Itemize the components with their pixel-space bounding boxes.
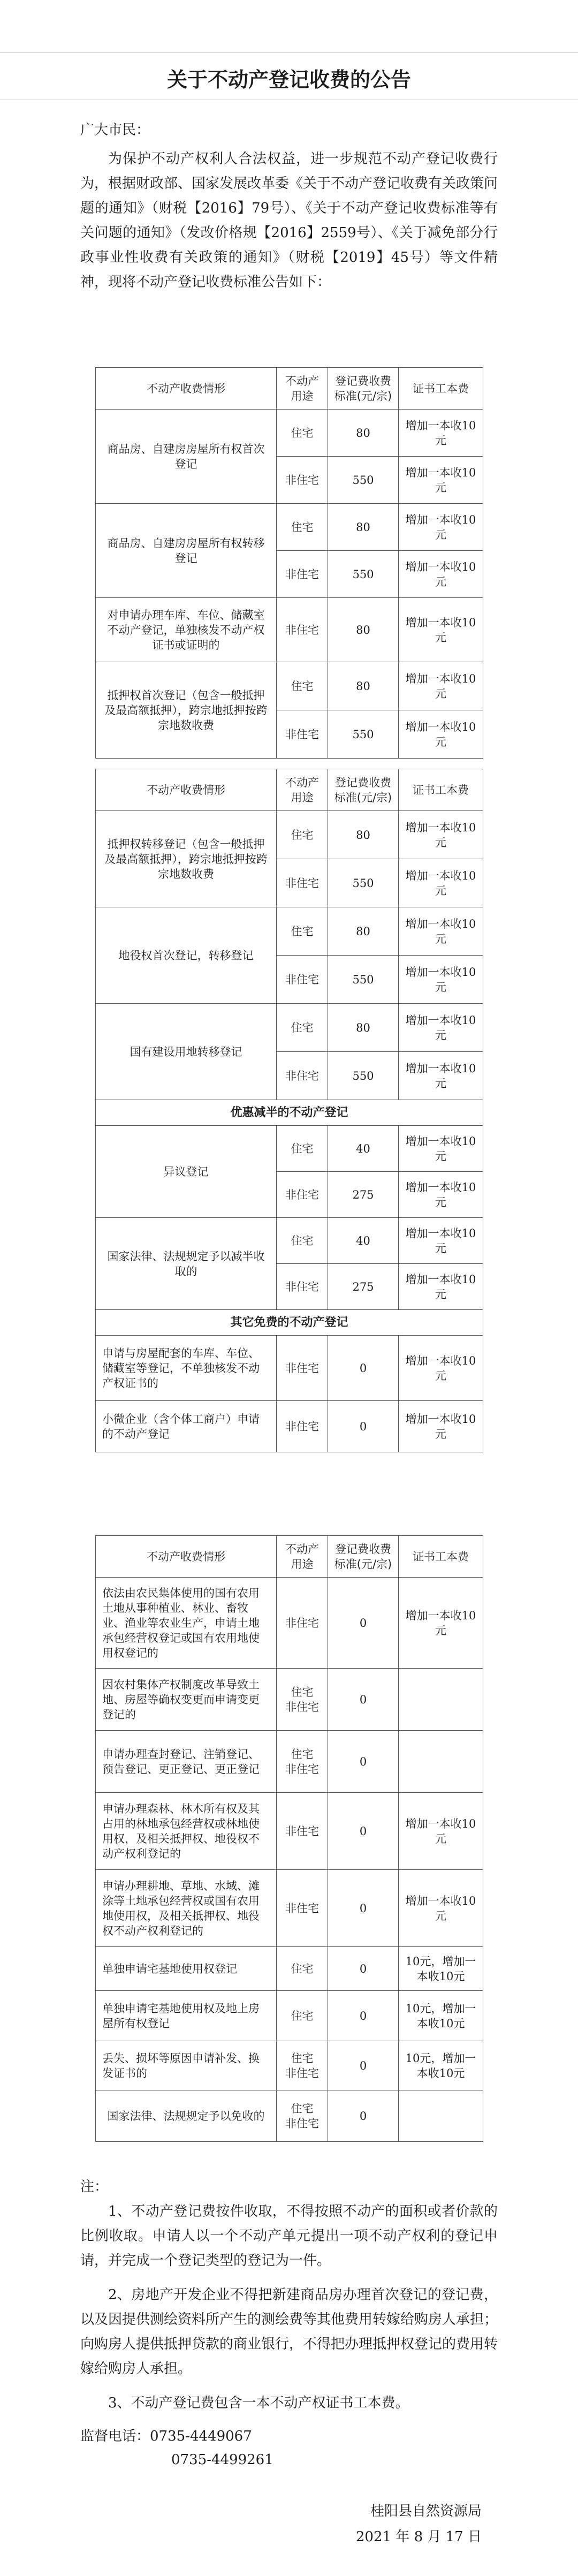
header-use: 不动产用途 xyxy=(277,1536,328,1578)
salutation: 广大市民： xyxy=(80,122,150,138)
use-cell: 非住宅 xyxy=(277,457,328,504)
use-cell: 住宅 xyxy=(277,1991,328,2041)
header-fee: 登记费收费标准(元/宗) xyxy=(328,769,399,811)
use-cell: 非住宅 xyxy=(277,551,328,598)
use-cell: 住宅 xyxy=(277,1004,328,1052)
row-desc: 国家法律、法规规定予以免收的 xyxy=(96,2090,277,2142)
table-row xyxy=(96,1669,483,1731)
cert-cell: 增加一本收10元 xyxy=(399,598,483,662)
row-desc: 因农村集体产权制度改革导致土地、房屋等确权变更而申请变更登记的 xyxy=(96,1669,277,1731)
fee-cell: 0 xyxy=(328,1578,399,1669)
cert-cell xyxy=(399,2090,483,2142)
supervision-phone-1: 0735-4449067 xyxy=(150,2428,252,2444)
cert-cell: 10元，增加一本收10元 xyxy=(399,1991,483,2041)
use-cell: 非住宅 xyxy=(277,1870,328,1947)
fee-cell: 0 xyxy=(328,1793,399,1870)
cert-cell: 增加一本收10元 xyxy=(399,1052,483,1100)
header-cert: 证书工本费 xyxy=(399,769,483,811)
cert-cell: 增加一本收10元 xyxy=(399,1218,483,1264)
cert-cell xyxy=(399,1731,483,1793)
use-cell: 住宅 xyxy=(277,662,328,710)
fee-cell: 0 xyxy=(328,1991,399,2041)
table-row xyxy=(96,410,483,457)
row-desc: 申请办理查封登记、注销登记、预告登记、更正登记、更正登记 xyxy=(96,1731,277,1793)
header-use: 不动产用途 xyxy=(277,769,328,811)
row-desc: 国有建设用地转移登记 xyxy=(96,1004,277,1100)
header-fee: 登记费收费标准(元/宗) xyxy=(328,368,399,410)
cert-cell: 增加一本收10元 xyxy=(399,662,483,710)
table-row xyxy=(96,1578,483,1669)
header-type: 不动产收费情形 xyxy=(96,769,277,811)
fee-cell: 550 xyxy=(328,457,399,504)
use-cell: 住宅 xyxy=(277,1218,328,1264)
cert-cell: 增加一本收10元 xyxy=(399,1004,483,1052)
cert-cell: 增加一本收10元 xyxy=(399,859,483,907)
supervision-line-1 xyxy=(80,2425,252,2445)
fee-cell: 80 xyxy=(328,598,399,662)
top-rule xyxy=(0,52,578,53)
fee-cell: 275 xyxy=(328,1264,399,1310)
use-cell: 住宅 xyxy=(277,504,328,551)
signature-org: 桂阳县自然资源局 xyxy=(370,2503,482,2519)
notes-heading: 注： xyxy=(80,2179,109,2195)
cert-cell: 增加一本收10元 xyxy=(399,1578,483,1669)
use-line: 非住宅 xyxy=(285,1700,319,1714)
table-row xyxy=(96,1731,483,1793)
supervision-phone-2: 0735-4499261 xyxy=(171,2452,273,2468)
section-free: 其它免费的不动产登记 xyxy=(96,1310,483,1336)
use-line: 非住宅 xyxy=(285,2066,319,2080)
use-line: 非住宅 xyxy=(285,2117,319,2130)
use-line: 住宅 xyxy=(291,2102,314,2115)
fee-cell: 0 xyxy=(328,1947,399,1991)
use-cell: 住宅 xyxy=(277,1947,328,1991)
page-title: 关于不动产登记收费的公告 xyxy=(166,68,411,92)
row-desc: 商品房、自建房房屋所有权首次登记 xyxy=(96,410,277,504)
cert-cell: 增加一本收10元 xyxy=(399,1126,483,1172)
use-cell: 非住宅 xyxy=(277,710,328,759)
fee-cell: 275 xyxy=(328,1172,399,1218)
fee-cell: 40 xyxy=(328,1218,399,1264)
note-item: 3、不动产登记费包含一本不动产权证书工本费。 xyxy=(108,2395,409,2411)
row-desc: 对申请办理车库、车位、储藏室不动产登记，单独核发不动产权证书或证明的 xyxy=(96,598,277,662)
table-row xyxy=(96,1004,483,1052)
use-cell: 非住宅 xyxy=(277,1793,328,1870)
row-desc: 异议登记 xyxy=(96,1126,277,1218)
row-desc: 抵押权首次登记（包含一般抵押及最高额抵押），跨宗地抵押按跨宗地数收费 xyxy=(96,662,277,759)
table-row xyxy=(96,662,483,710)
cert-cell: 增加一本收10元 xyxy=(399,1336,483,1401)
intro-paragraph: 为保护不动产权利人合法权益，进一步规范不动产登记收费行为，根据财政部、国家发展改革委《关于不动产登记收费有关政策问题的通知》（财税【2016】79号）、《关于不动产登记收费标准等有关问题的通知》（发改价格规【2016】2559号）、《关于减免部分行政事业性收费有关政策的通知》（财税【2019】45号）等文件精神，现将不动产登记收费标准公告如下： xyxy=(80,151,498,290)
use-cell: 住宅 xyxy=(277,811,328,859)
table-row xyxy=(96,1947,483,1991)
cert-cell: 增加一本收10元 xyxy=(399,1793,483,1870)
use-cell: 住宅 xyxy=(277,907,328,956)
note-item: 1、不动产登记费按件收取，不得按照不动产的面积或者价款的比例收取。申请人以一个不动产单元提出一项不动产权利的登记申请，并完成一个登记类型的登记为一件。 xyxy=(80,2203,498,2269)
use-line: 住宅 xyxy=(291,2051,314,2065)
section-discount: 优惠减半的不动产登记 xyxy=(96,1100,483,1126)
fee-cell: 0 xyxy=(328,1336,399,1401)
cert-cell: 增加一本收10元 xyxy=(399,410,483,457)
header-type: 不动产收费情形 xyxy=(96,368,277,410)
signature-date: 2021 年 8 月 17 日 xyxy=(355,2529,482,2545)
use-cell: 非住宅 xyxy=(277,1401,328,1452)
section-row xyxy=(96,1310,483,1336)
supervision-label: 监督电话： xyxy=(80,2428,150,2444)
table-row xyxy=(96,598,483,662)
table-row xyxy=(96,1793,483,1870)
use-cell xyxy=(277,2090,328,2142)
use-cell: 非住宅 xyxy=(277,1052,328,1100)
use-cell: 非住宅 xyxy=(277,1264,328,1310)
fee-cell: 0 xyxy=(328,2090,399,2142)
fee-cell: 80 xyxy=(328,662,399,710)
header-type: 不动产收费情形 xyxy=(96,1536,277,1578)
row-desc: 单独申请宅基地使用权及地上房屋所有权登记 xyxy=(96,1991,277,2041)
row-desc: 申请办理森林、林木所有权及其占用的林地承包经营权或林地使用权，及相关抵押权、地役权不动产权利登记的 xyxy=(96,1793,277,1870)
fee-cell: 0 xyxy=(328,1731,399,1793)
section-row xyxy=(96,1100,483,1126)
fee-cell: 550 xyxy=(328,956,399,1004)
cert-cell xyxy=(399,1669,483,1731)
header-cert: 证书工本费 xyxy=(399,1536,483,1578)
table-row xyxy=(96,1401,483,1452)
use-line: 住宅 xyxy=(291,1685,314,1699)
table-row xyxy=(96,907,483,956)
table-row xyxy=(96,1991,483,2041)
fee-cell: 550 xyxy=(328,710,399,759)
use-cell xyxy=(277,1731,328,1793)
table-row xyxy=(96,1336,483,1401)
fee-cell: 40 xyxy=(328,1126,399,1172)
fee-cell: 550 xyxy=(328,551,399,598)
fee-cell: 80 xyxy=(328,907,399,956)
cert-cell: 增加一本收10元 xyxy=(399,907,483,956)
fee-cell: 0 xyxy=(328,2041,399,2090)
cert-cell: 增加一本收10元 xyxy=(399,956,483,1004)
table-row xyxy=(96,504,483,551)
fee-cell: 550 xyxy=(328,1052,399,1100)
use-cell: 非住宅 xyxy=(277,1172,328,1218)
use-cell xyxy=(277,1669,328,1731)
cert-cell: 增加一本收10元 xyxy=(399,1172,483,1218)
fee-cell: 80 xyxy=(328,410,399,457)
use-cell: 非住宅 xyxy=(277,859,328,907)
note-item: 2、房地产开发企业不得把新建商品房办理首次登记的登记费，以及因提供测绘资料所产生的测绘费等其他费用转嫁给购房人承担；向购房人提供抵押贷款的商业银行，不得把办理抵押权登记的费用转嫁给购房人承担。 xyxy=(80,2287,498,2377)
fee-table-2 xyxy=(95,769,483,1452)
cert-cell: 增加一本收10元 xyxy=(399,710,483,759)
fee-cell: 0 xyxy=(328,1669,399,1731)
use-cell: 非住宅 xyxy=(277,1578,328,1669)
table-row xyxy=(96,811,483,859)
notes-list xyxy=(80,2199,498,2425)
table-header-row xyxy=(96,1536,483,1578)
cert-cell: 增加一本收10元 xyxy=(399,811,483,859)
table-header-row xyxy=(96,769,483,811)
cert-cell: 10元，增加一本收10元 xyxy=(399,2041,483,2090)
row-desc: 单独申请宅基地使用权登记 xyxy=(96,1947,277,1991)
use-cell: 非住宅 xyxy=(277,598,328,662)
fee-cell: 80 xyxy=(328,811,399,859)
cert-cell: 增加一本收10元 xyxy=(399,457,483,504)
use-line: 住宅 xyxy=(291,1747,314,1761)
cert-cell: 增加一本收10元 xyxy=(399,504,483,551)
row-desc: 国家法律、法规规定予以减半收取的 xyxy=(96,1218,277,1310)
use-cell: 非住宅 xyxy=(277,1336,328,1401)
header-fee: 登记费收费标准(元/宗) xyxy=(328,1536,399,1578)
row-desc: 依法由农民集体使用的国有农用土地从事种植业、林业、畜牧业、渔业等农业生产，申请土地承包经营权登记或国有农用地使用权登记的 xyxy=(96,1578,277,1669)
fee-table-1 xyxy=(95,367,483,759)
use-cell xyxy=(277,2041,328,2090)
row-desc: 商品房、自建房房屋所有权转移登记 xyxy=(96,504,277,598)
fee-cell: 0 xyxy=(328,1870,399,1947)
cert-cell: 10元，增加一本收10元 xyxy=(399,1947,483,1991)
table-row xyxy=(96,1218,483,1264)
fee-cell: 550 xyxy=(328,859,399,907)
row-desc: 申请办理耕地、草地、水域、滩涂等土地承包经营权或国有农用地使用权，及相关抵押权、地役权不动产权利登记的 xyxy=(96,1870,277,1947)
cert-cell: 增加一本收10元 xyxy=(399,1401,483,1452)
header-use: 不动产用途 xyxy=(277,368,328,410)
table-row xyxy=(96,1126,483,1172)
row-desc: 地役权首次登记，转移登记 xyxy=(96,907,277,1004)
table-row xyxy=(96,1870,483,1947)
cert-cell: 增加一本收10元 xyxy=(399,1264,483,1310)
fee-table-3 xyxy=(95,1535,483,2142)
row-desc: 抵押权转移登记（包含一般抵押及最高额抵押），跨宗地抵押按跨宗地数收费 xyxy=(96,811,277,907)
table-header-row xyxy=(96,368,483,410)
cert-cell: 增加一本收10元 xyxy=(399,1870,483,1947)
use-line: 非住宅 xyxy=(285,1762,319,1776)
fee-cell: 80 xyxy=(328,1004,399,1052)
use-cell: 住宅 xyxy=(277,410,328,457)
cert-cell: 增加一本收10元 xyxy=(399,551,483,598)
table-row xyxy=(96,2090,483,2142)
use-cell: 非住宅 xyxy=(277,956,328,1004)
row-desc: 申请与房屋配套的车库、车位、储藏室等登记，不单独核发不动产权证书的 xyxy=(96,1336,277,1401)
row-desc: 丢失、损坏等原因申请补发、换发证书的 xyxy=(96,2041,277,2090)
use-cell: 住宅 xyxy=(277,1126,328,1172)
table-row xyxy=(96,2041,483,2090)
fee-cell: 80 xyxy=(328,504,399,551)
header-cert: 证书工本费 xyxy=(399,368,483,410)
fee-cell: 0 xyxy=(328,1401,399,1452)
row-desc: 小微企业（含个体工商户）申请的不动产登记 xyxy=(96,1401,277,1452)
